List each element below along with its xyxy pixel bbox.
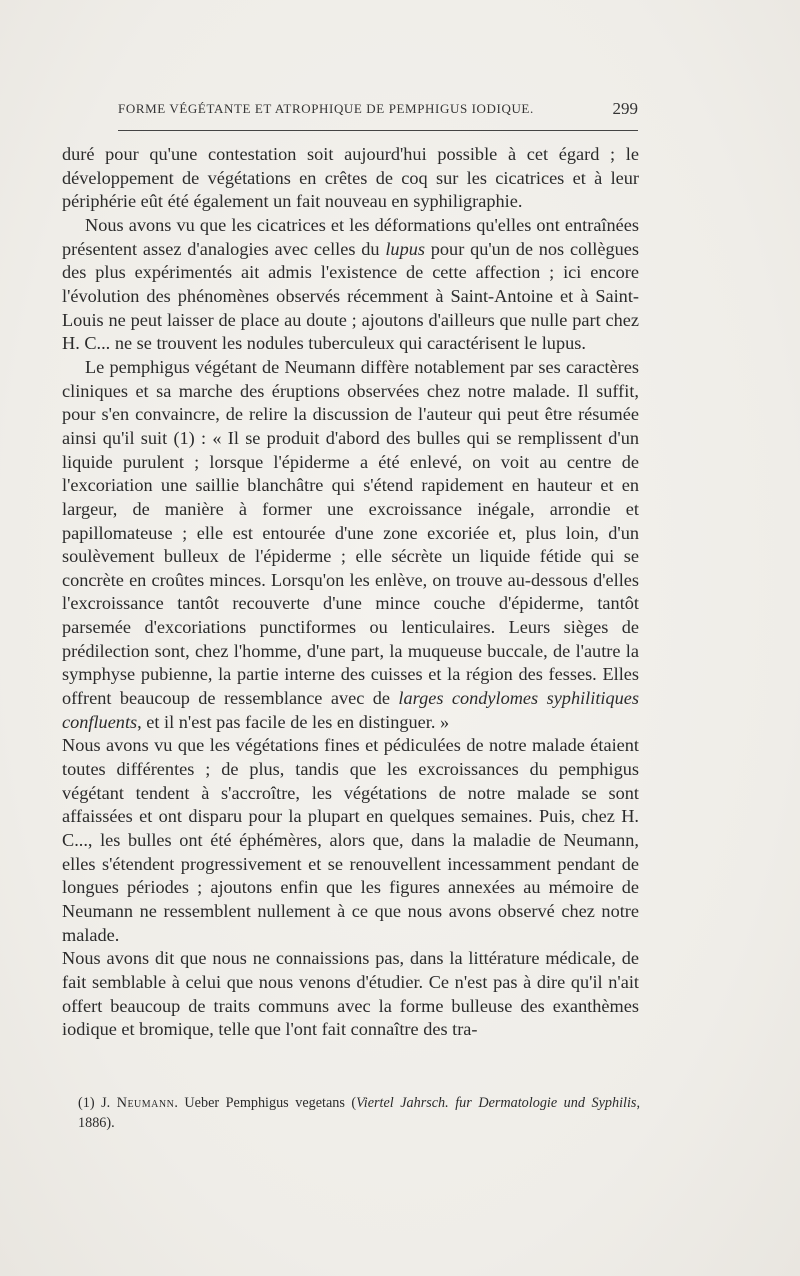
running-title: FORME VÉGÉTANTE ET ATROPHIQUE DE PEMPHIGUS IODIQUE. — [118, 101, 534, 116]
footnote — [78, 1093, 640, 1133]
paragraph-1 — [62, 143, 639, 214]
paragraph-4 — [62, 734, 639, 947]
paragraph-4-text: Nous avons vu que les végétations fines et pédiculées de notre malade étaient toutes différentes ; de plus, tandis que les excroissances du pemphigus végétant tendent à s'accroître, les végétations de notre malade se sont affaissées et ont disparu pour la plupart en quelques semaines. Puis, chez H. C..., les bulles ont été éphémères, alors que, dans la maladie de Neumann, elles s'étendent progressivement et se renouvellent incessamment pendant de longues périodes ; ajoutons enfin que les figures annexées au mémoire de Neumann ne ressemblent nullement à ce que nous avons observé chez notre malade. — [62, 735, 639, 945]
page-number: 299 — [612, 99, 638, 118]
header-rule — [118, 130, 638, 131]
paragraph-3-italic: larges condylomes syphilitiques confluents — [62, 688, 639, 732]
footnote-end: , 1886). — [78, 1095, 640, 1131]
paragraph-3-after: , et il n'est pas facile de les en distinguer. » — [137, 711, 450, 732]
paragraph-2 — [62, 214, 639, 356]
paragraph-3-before: Le pemphigus végétant de Neumann diffère notablement par ses caractères cliniques et sa marche des éruptions observées chez notre malade. Il suffit, pour s'en convaincre, de relire la discussion de l'auteur qui peut être résumée ainsi qu'il suit (1) : « Il se produit d'abord des bulles qui se remplissent d'un liquide purulent ; lorsque l'épiderme a été enlevé, on voit au centre de l'excoriation une saillie blanchâtre qui s'étend rapidement en hauteur et en largeur, de manière à former une excroissance inégale, arrondie et papillomateuse ; elle est entourée d'une zone excoriée et, plus loin, d'un soulèvement bulleux de l'épiderme ; elle sécrète un liquide fétide qui se concrète en croûtes minces. Lorsqu'on les enlève, on trouve au-dessous d'elles l'excroissance tantôt recouverte d'une mince couche d'épiderme, tantôt parsemée d'excoriations punctiformes ou lenticulaires. Leurs sièges de prédilection sont, chez l'homme, d'une part, la muqueuse buccale, de l'autre la symphyse pubienne, la partie interne des cuisses et la région des fesses. Elles offrent beaucoup de ressemblance avec de — [62, 356, 639, 709]
paragraph-5-text: Nous avons dit que nous ne connaissions pas, dans la littérature médicale, de fait semblable à celui que nous venons d'étudier. Ce n'est pas à dire qu'il n'ait offert beaucoup de traits communs avec la forme bulleuse des exanthèmes iodique et bromique, telle que l'ont fait connaître des tra- — [62, 948, 639, 1040]
main-text — [62, 143, 639, 1042]
paragraph-2-before: Nous avons vu que les cicatrices et les déformations qu'elles ont entraînées présentent assez d'analogies avec celles du — [62, 214, 639, 259]
page-header — [118, 99, 638, 123]
footnote-marker: (1) J. — [78, 1095, 117, 1111]
paragraph-1-text: duré pour qu'une contestation soit aujourd'hui possible à cet égard ; le développement de végétations en crêtes de coq sur les cicatrices et à leur périphérie eût été également un fait nouveau en syphiligraphie. — [62, 144, 639, 212]
paragraph-2-after: pour qu'un de nos collègues des plus expérimentés ait admis l'existence de cette affection ; ici encore l'évolution des phénomènes observés récemment à Saint-Antoine et à Saint-Louis ne peut laisser de place au doute ; ajoutons d'ailleurs que nulle part chez H. C... ne se trouvent les nodules tuberculeux qui caractérisent le lupus. — [62, 238, 640, 354]
footnote-journal: Viertel Jahrsch. fur Dermatologie und Syphilis — [356, 1095, 637, 1111]
paragraph-3 — [62, 356, 639, 735]
footnote-author: Neumann — [116, 1095, 175, 1111]
paragraph-2-italic: lupus — [385, 238, 425, 259]
paragraph-5 — [62, 947, 639, 1042]
footnote-middle: . Ueber Pemphigus vegetans ( — [174, 1095, 357, 1111]
